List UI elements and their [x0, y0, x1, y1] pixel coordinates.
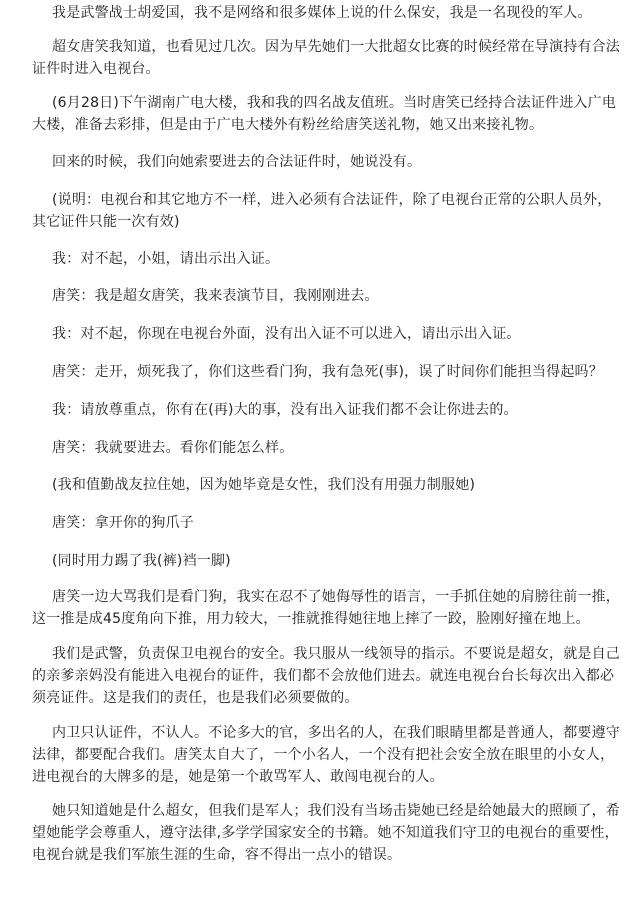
paragraph-3: (6月28日)下午湖南广电大楼，我和我的四名战友值班。当时唐笑已经持合法证件进入广电大楼，准备去彩排，但是由于广电大楼外有粉丝给唐笑送礼物，她又出来接礼物。	[32, 95, 617, 133]
paragraph-15: 唐笑一边大骂我们是看门狗，我实在忍不了她侮辱性的语言，一手抓住她的肩膀往前一推，这一推是成45度角向下推，用力较大，一推就推得她往地上摔了一跤，脸刚好撞在地上。	[32, 589, 620, 627]
paragraph-4: 回来的时候，我们向她索要进去的合法证件时，她说没有。	[52, 154, 422, 170]
paragraph-13: 唐笑：拿开你的狗爪子	[52, 515, 194, 531]
paragraph-17: 内卫只认证件，不认人。不论多大的官，多出名的人，在我们眼睛里都是普通人，都要遵守法律，都要配合我们。唐笑太自大了，一个小名人，一个没有把社会安全放在眼里的小女人，进电视台的大牌多的是，她是第一个敢骂军人、敢闯电视台的人。	[32, 725, 620, 785]
paragraph-10: 我：请放尊重点，你有在(再)大的事，没有出入证我们都不会让你进去的。	[52, 402, 518, 418]
paragraph-8: 我：对不起，你现在电视台外面，没有出入证不可以进入，请出示出入证。	[52, 326, 521, 342]
paragraph-5: (说明：电视台和其它地方不一样，进入必须有合法证件，除了电视台正常的公职人员外，其它证件只能一次有效)	[32, 192, 612, 230]
paragraph-11: 唐笑：我就要进去。看你们能怎么样。	[52, 440, 294, 456]
paragraph-18: 她只知道她是什么超女，但我们是军人；我们没有当场击毙她已经是给她最大的照顾了，希望她能学会尊重人，遵守法律,多学学国家安全的书籍。她不知道我们守卫的电视台的重要性，电视台就是我们军旅生涯的生命，容不得出一点小的错误。	[32, 803, 620, 863]
paragraph-12: (我和值勤战友拉住她，因为她毕竟是女性，我们没有用强力制服她)	[52, 477, 476, 493]
paragraph-6: 我：对不起，小姐，请出示出入证。	[52, 251, 280, 267]
paragraph-14: (同时用力踢了我(裤)裆一脚)	[52, 553, 231, 569]
paragraph-1: 我是武警战士胡爱国，我不是网络和很多媒体上说的什么保安，我是一名现役的军人。	[52, 5, 592, 21]
paragraph-16: 我们是武警，负责保卫电视台的安全。我只服从一线领导的指示。不要说是超女，就是自己的亲爹亲妈没有能进入电视台的证件，我们都不会放他们进去。就连电视台台长每次出入都必须亮证件。这是我们的责任，也是我们必须要做的。	[32, 646, 620, 706]
paragraph-2: 超女唐笑我知道，也看见过几次。因为早先她们一大批超女比赛的时候经常在导演持有合法证件时进入电视台。	[32, 39, 620, 77]
paragraph-9: 唐笑：走开，烦死我了，你们这些看门狗，我有急死(事)，误了时间你们能担当得起吗？	[52, 364, 603, 380]
paragraph-7: 唐笑：我是超女唐笑，我来表演节目，我刚刚进去。	[52, 288, 379, 304]
